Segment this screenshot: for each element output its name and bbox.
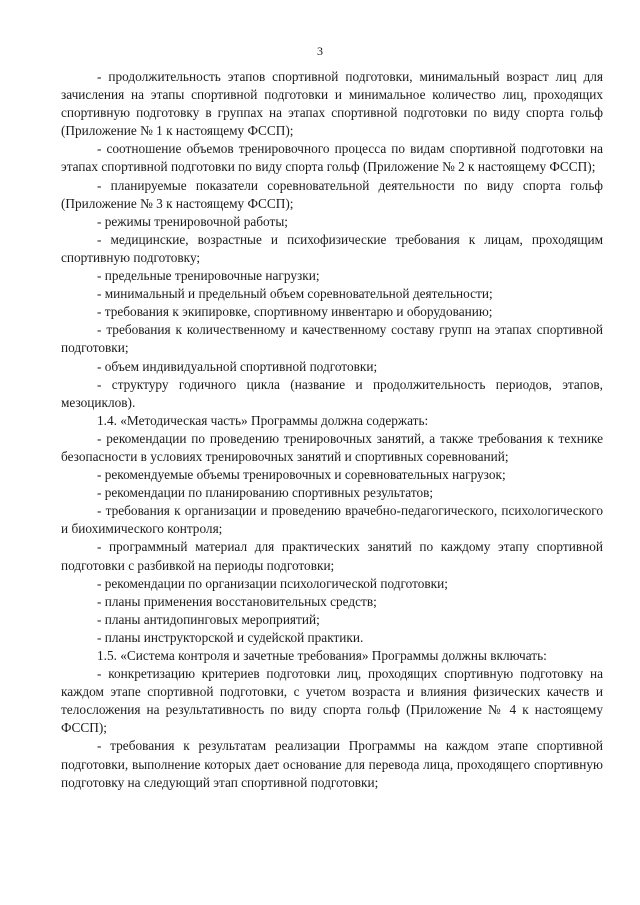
section-heading: 1.4. «Методическая часть» Программы должна содержать: [97,412,429,428]
paragraph: - режимы тренировочной работы; [97,213,288,229]
paragraph: - продолжительность этапов спортивной подготовки, минимальный возраст лиц для зачисления на этапы спортивной подготовки и минимальное количество лиц, проходящих спортивную подготовку в группах на этапах спортивной подготовки по виду спорта гольф (Приложение № 1 к настоящему ФССП); [61,69,603,139]
paragraph: - рекомендации по планированию спортивных результатов; [97,485,434,501]
page-number: 3 [317,44,323,58]
paragraph: - конкретизацию критериев подготовки лиц, проходящих спортивную подготовку на каждом этапе спортивной подготовки, с учетом возраста и влияния физических качеств и телосложения на результативность по виду спорта гольф (Приложение № 4 к настоящему ФССП); [61,666,603,736]
paragraph: - рекомендации по организации психологической подготовки; [97,575,448,591]
paragraph: - планы антидопинговых мероприятий; [97,611,320,627]
paragraph: - планируемые показатели соревновательной деятельности по виду спорта гольф (Приложение № 3 к настоящему ФССП); [61,177,603,211]
paragraph: - планы инструкторской и судейской практики. [97,629,364,645]
paragraph: - планы применения восстановительных средств; [97,593,377,609]
paragraph: - требования к результатам реализации Программы на каждом этапе спортивной подготовки, выполнение которых дает основание для перевода лица, проходящего спортивную подготовку на следующий этап спортивной подготовки; [61,738,603,790]
paragraph: - структуру годичного цикла (название и продолжительность периодов, этапов, мезоциклов). [61,376,603,410]
paragraph: - программный материал для практических занятий по каждому этапу спортивной подготовки с разбивкой на периоды подготовки; [61,539,603,573]
paragraph: - рекомендуемые объемы тренировочных и соревновательных нагрузок; [97,467,506,483]
paragraph: - требования к количественному и качественному составу групп на этапах спортивной подготовки; [61,322,603,356]
document-body [61,68,603,792]
paragraph: - медицинские, возрастные и психофизические требования к лицам, проходящим спортивную подготовку; [61,231,603,265]
section-heading: 1.5. «Система контроля и зачетные требования» Программы должны включать: [97,648,547,663]
paragraph: - требования к экипировке, спортивному инвентарю и оборудованию; [97,304,493,320]
paragraph: - предельные тренировочные нагрузки; [97,268,320,284]
paragraph: - минимальный и предельный объем соревновательной деятельности; [97,286,493,302]
paragraph: - требования к организации и проведению врачебно-педагогического, психологического и биохимического контроля; [61,503,603,537]
paragraph: - соотношение объемов тренировочного процесса по видам спортивной подготовки на этапах спортивной подготовки по виду спорта гольф (Приложение № 2 к настоящему ФССП); [61,141,603,175]
paragraph: - рекомендации по проведению тренировочных занятий, а также требования к технике безопасности в условиях тренировочных занятий и спортивных соревнований; [61,430,603,464]
paragraph: - объем индивидуальной спортивной подготовки; [97,358,378,374]
